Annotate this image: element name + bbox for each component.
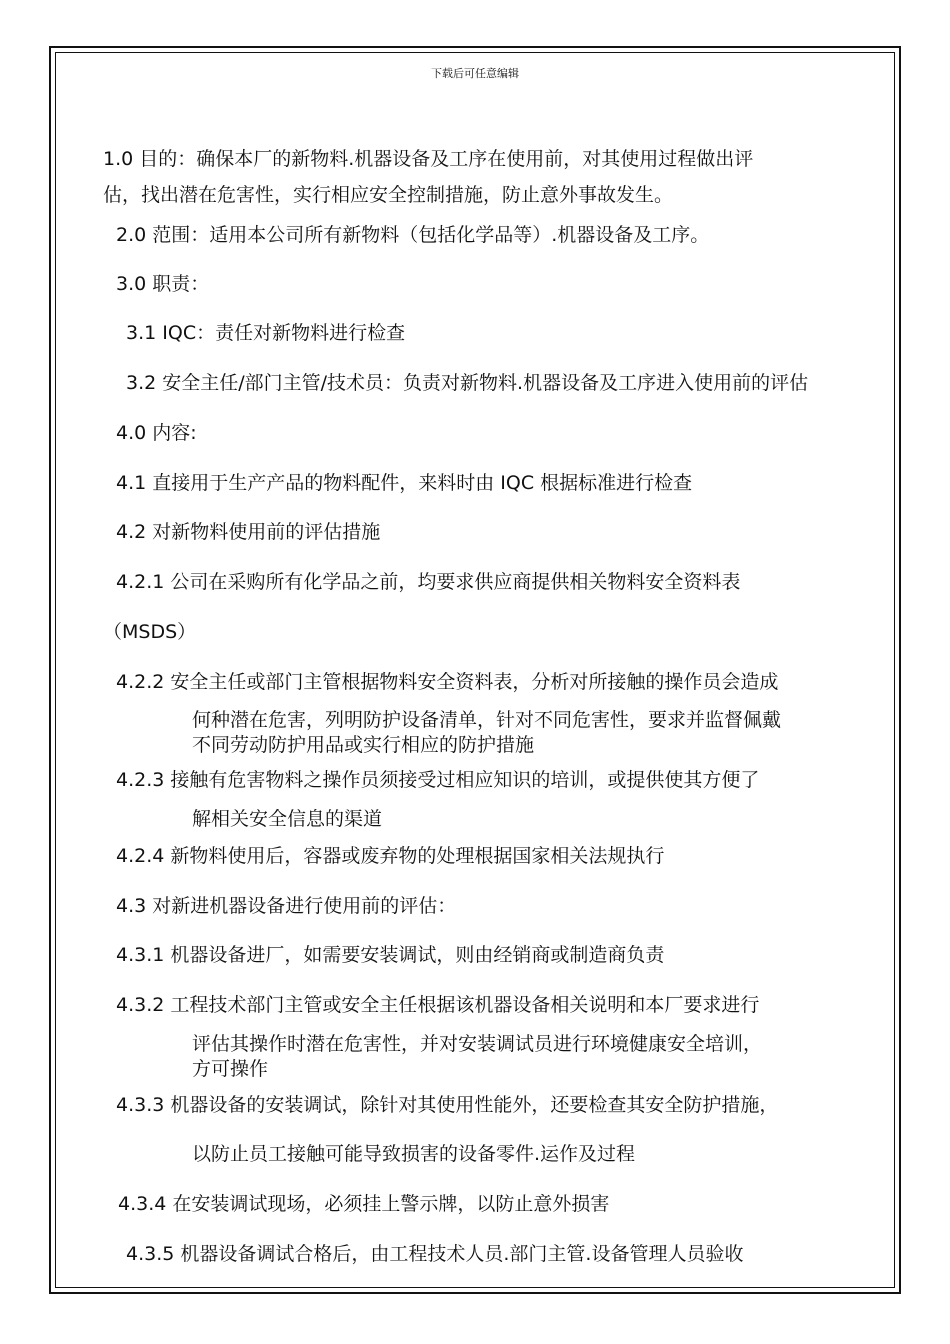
item-4-1: 4.1 直接用于生产产品的物料配件，来料时由 IQC 根据标准进行检查 (116, 472, 693, 494)
item-4-3-2-cont-2: 方可操作 (192, 1058, 269, 1080)
item-4-2-2-cont-2: 不同劳动防护用品或实行相应的防护措施 (192, 734, 535, 756)
responsibility-heading: 3.0 职责： (116, 273, 210, 295)
item-4-3-5: 4.3.5 机器设备调试合格后，由工程技术人员.部门主管.设备管理人员验收 (126, 1243, 744, 1265)
item-4-3-1: 4.3.1 机器设备进厂，如需要安装调试，则由经销商或制造商负责 (116, 944, 665, 966)
purpose-line-2: 估，找出潜在危害性，实行相应安全控制措施，防止意外事故发生。 (103, 184, 674, 206)
item-4-2-2-cont-1: 何种潜在危害，列明防护设备清单，针对不同危害性，要求并监督佩戴 (192, 709, 782, 731)
responsibility-iqc: 3.1 IQC：责任对新物料进行检查 (126, 322, 406, 344)
item-4-2-1: 4.2.1 公司在采购所有化学品之前，均要求供应商提供相关物料安全资料表 (116, 571, 741, 593)
item-4-2-3: 4.2.3 接触有危害物料之操作员须接受过相应知识的培训，或提供使其方便了 (116, 769, 760, 791)
item-4-2-1-cont: （MSDS） (103, 621, 197, 643)
item-4-3-2-cont-1: 评估其操作时潜在危害性，并对安装调试员进行环境健康安全培训， (192, 1033, 763, 1055)
item-4-2: 4.2 对新物料使用前的评估措施 (116, 521, 381, 543)
item-4-3-3: 4.3.3 机器设备的安装调试，除针对其使用性能外，还要检查其安全防护措施， (116, 1094, 779, 1116)
item-4-2-3-cont: 解相关安全信息的渠道 (192, 808, 383, 830)
scope-line: 2.0 范围：适用本公司所有新物料（包括化学品等）.机器设备及工序。 (116, 224, 710, 246)
item-4-3-4: 4.3.4 在安装调试现场，必须挂上警示牌，以防止意外损害 (118, 1193, 610, 1215)
item-4-3-3-cont: 以防止员工接触可能导致损害的设备零件.运作及过程 (192, 1143, 636, 1165)
item-4-3-2: 4.3.2 工程技术部门主管或安全主任根据该机器设备相关说明和本厂要求进行 (116, 994, 760, 1016)
header-note: 下载后可任意编辑 (431, 67, 519, 80)
item-4-2-2: 4.2.2 安全主任或部门主管根据物料安全资料表，分析对所接触的操作员会造成 (116, 671, 779, 693)
purpose-line-1: 1.0 目的：确保本厂的新物料.机器设备及工序在使用前，对其使用过程做出评 (103, 148, 754, 170)
item-4-3: 4.3 对新进机器设备进行使用前的评估： (116, 895, 457, 917)
item-4-2-4: 4.2.4 新物料使用后，容器或废弃物的处理根据国家相关法规执行 (116, 845, 665, 867)
content-heading: 4.0 内容: (116, 422, 197, 444)
responsibility-safety: 3.2 安全主任/部门主管/技术员：负责对新物料.机器设备及工序进入使用前的评估 (126, 372, 809, 394)
